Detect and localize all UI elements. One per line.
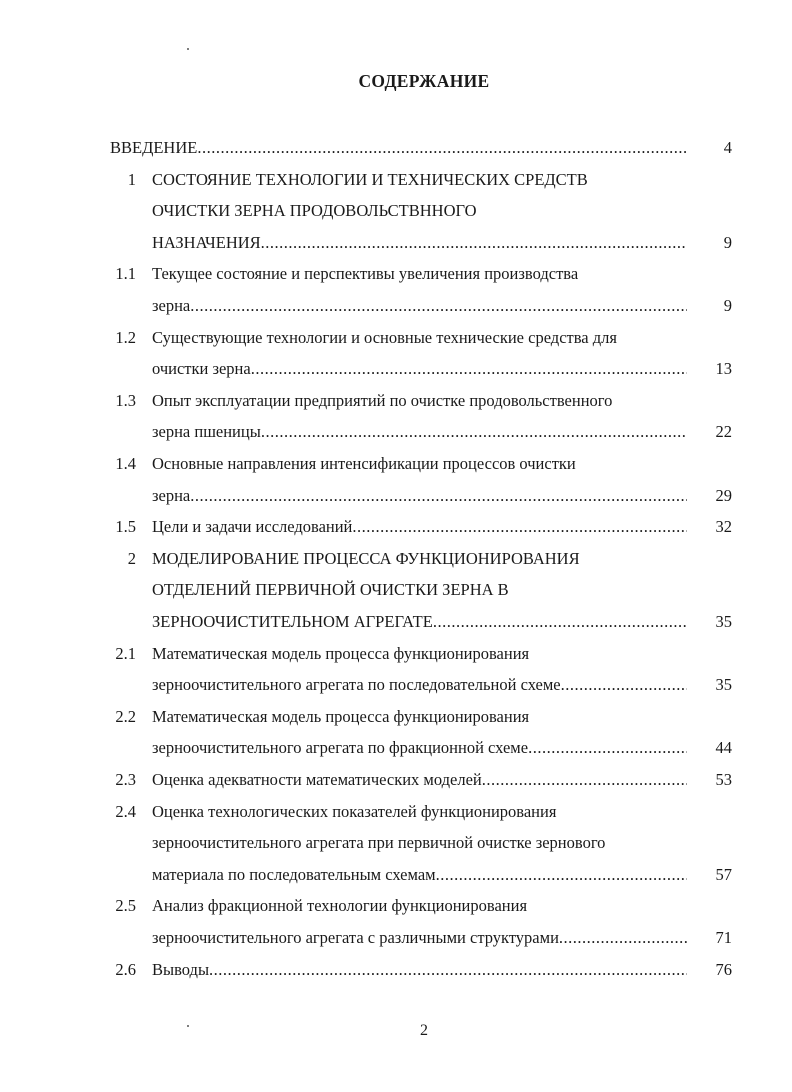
toc-entry-number: 2.5 [115,896,136,916]
page-title: СОДЕРЖАНИЕ [358,71,490,91]
toc-entry-text: зерноочистительного агрегата с различными структурами [152,928,559,947]
toc-entry-text: ЗЕРНООЧИСТИТЕЛЬНОМ АГРЕГАТЕ [152,612,433,631]
toc-entry-text: Анализ фракционной технологии функционирования [152,896,528,916]
toc-entry-title [152,196,687,226]
scan-speck [187,1025,189,1027]
toc-entry-text: зерноочистительного агрегата по фракционной схеме [152,738,529,758]
toc-entry-text: зерна пшеницы [152,422,261,442]
toc-entry-title [152,639,687,669]
toc-entry-text: ОЧИСТКИ ЗЕРНА ПРОДОВОЛЬСТВННОГО [152,201,477,221]
dot-leader [209,960,687,979]
toc-entry-number: 1.5 [115,517,136,537]
toc-page-number: 13 [715,359,732,379]
toc-entry-number: 1.1 [115,264,136,284]
dot-leader [261,233,687,252]
toc-entry-text: Математическая модель процесса функционирования [152,706,530,726]
toc-entry-title [152,481,687,511]
toc-entry-text: очистки зерна [152,359,251,379]
toc-entry-text: Текущее состояние и перспективы увеличения производства [152,264,579,284]
toc-entry-text: зерноочистительного агрегата при первичной очистке зернового [152,833,606,853]
toc-page-number: 32 [715,517,732,537]
toc-entry-title [110,133,687,163]
toc-entry-title [152,228,687,258]
toc-entry-number: 2.2 [115,706,136,726]
toc-entry-title [152,955,687,985]
toc-entry-number: 1.3 [115,390,136,410]
toc-entry-title [152,323,687,353]
toc-page-number: 44 [715,738,732,758]
dot-leader [482,770,687,789]
toc-page-number: 9 [723,296,732,315]
footer-page-number: 2 [420,1022,428,1039]
toc-entry-title [152,797,687,827]
toc-entry-title [152,575,687,605]
toc-entry-title [152,670,687,700]
toc-entry-text: Математическая модель процесса функционирования [152,643,530,663]
toc-entry-title [152,417,687,447]
dot-leader [561,675,687,694]
dot-leader [197,138,687,157]
dot-leader [352,517,687,536]
toc-entry-number: 2.6 [115,959,136,979]
toc-entry-title [152,544,687,574]
toc-entry-title [152,512,687,542]
toc-page-number: 29 [715,485,732,505]
toc-page-number: 35 [715,675,732,695]
toc-entry-number: 1.2 [115,327,136,347]
toc-entry-title [152,259,687,289]
toc-page-number: 76 [715,959,732,979]
toc-entry-text: Опыт эксплуатации предприятий по очистке продовольственного [152,390,613,410]
dot-leader [190,486,687,505]
dot-leader [190,296,687,315]
toc-entry-title [152,891,687,921]
dot-leader [436,865,687,884]
toc-entry-text: зерноочистительного агрегата по последовательной схеме [152,675,561,695]
toc-page-number: 53 [715,770,732,789]
toc-entry-number: 1.4 [115,454,136,473]
toc-entry-text: Цели и задачи исследований [152,517,353,537]
dot-leader [528,738,687,757]
toc-entry-text: Оценка адекватности математических моделей [152,770,482,789]
dot-leader [251,359,687,378]
dot-leader [261,422,687,441]
toc-entry-text: НАЗНАЧЕНИЯ [152,232,261,252]
scan-speck [187,48,189,50]
toc-entry-title [152,607,687,637]
toc-entry-title [152,386,687,416]
toc-page-number: 22 [715,422,732,442]
toc-entry-title [152,765,687,795]
toc-page-number: 57 [715,864,732,884]
toc-entry-text: Существующие технологии и основные технические средства для [152,327,617,347]
toc-entry-number: 2.3 [115,770,136,789]
toc-page-number: 4 [723,138,732,157]
toc-entry-text: Основные направления интенсификации процессов очистки [152,454,576,473]
dot-leader [433,612,687,631]
toc-entry-title [152,733,687,763]
toc-page-number: 71 [715,928,732,947]
toc-entry-text: ВВЕДЕНИЕ [110,138,198,157]
toc-entry-number: 1 [127,169,136,189]
toc-entry-title [152,828,687,858]
toc-entry-text: зерна [152,296,191,315]
toc-entry-text: материала по последовательным схемам [152,864,436,884]
toc-entry-text: Выводы [152,959,210,979]
toc-entry-text: МОДЕЛИРОВАНИЕ ПРОЦЕССА ФУНКЦИОНИРОВАНИЯ [152,548,580,568]
toc-entry-number: 2 [127,548,136,568]
toc-entry-title [152,354,687,384]
toc-entry-title [152,702,687,732]
toc-entry-title [152,923,687,953]
toc-entry-title [152,165,687,195]
toc-entry-number: 2.4 [115,801,136,821]
dot-leader [559,928,687,947]
toc-entry-title [152,449,687,479]
toc-entry-title [152,860,687,890]
toc-page-number: 9 [723,232,732,252]
toc-entry-text: СОСТОЯНИЕ ТЕХНОЛОГИИ И ТЕХНИЧЕСКИХ СРЕДСТВ [152,169,588,189]
toc-entry-text: Оценка технологических показателей функционирования [152,801,557,821]
toc-entry-number: 2.1 [115,643,136,663]
toc-entry-text: зерна [152,485,191,505]
toc-page-number: 35 [715,612,732,631]
toc-entry-text: ОТДЕЛЕНИЙ ПЕРВИЧНОЙ ОЧИСТКИ ЗЕРНА В [152,580,509,600]
toc-entry-title [152,291,687,321]
